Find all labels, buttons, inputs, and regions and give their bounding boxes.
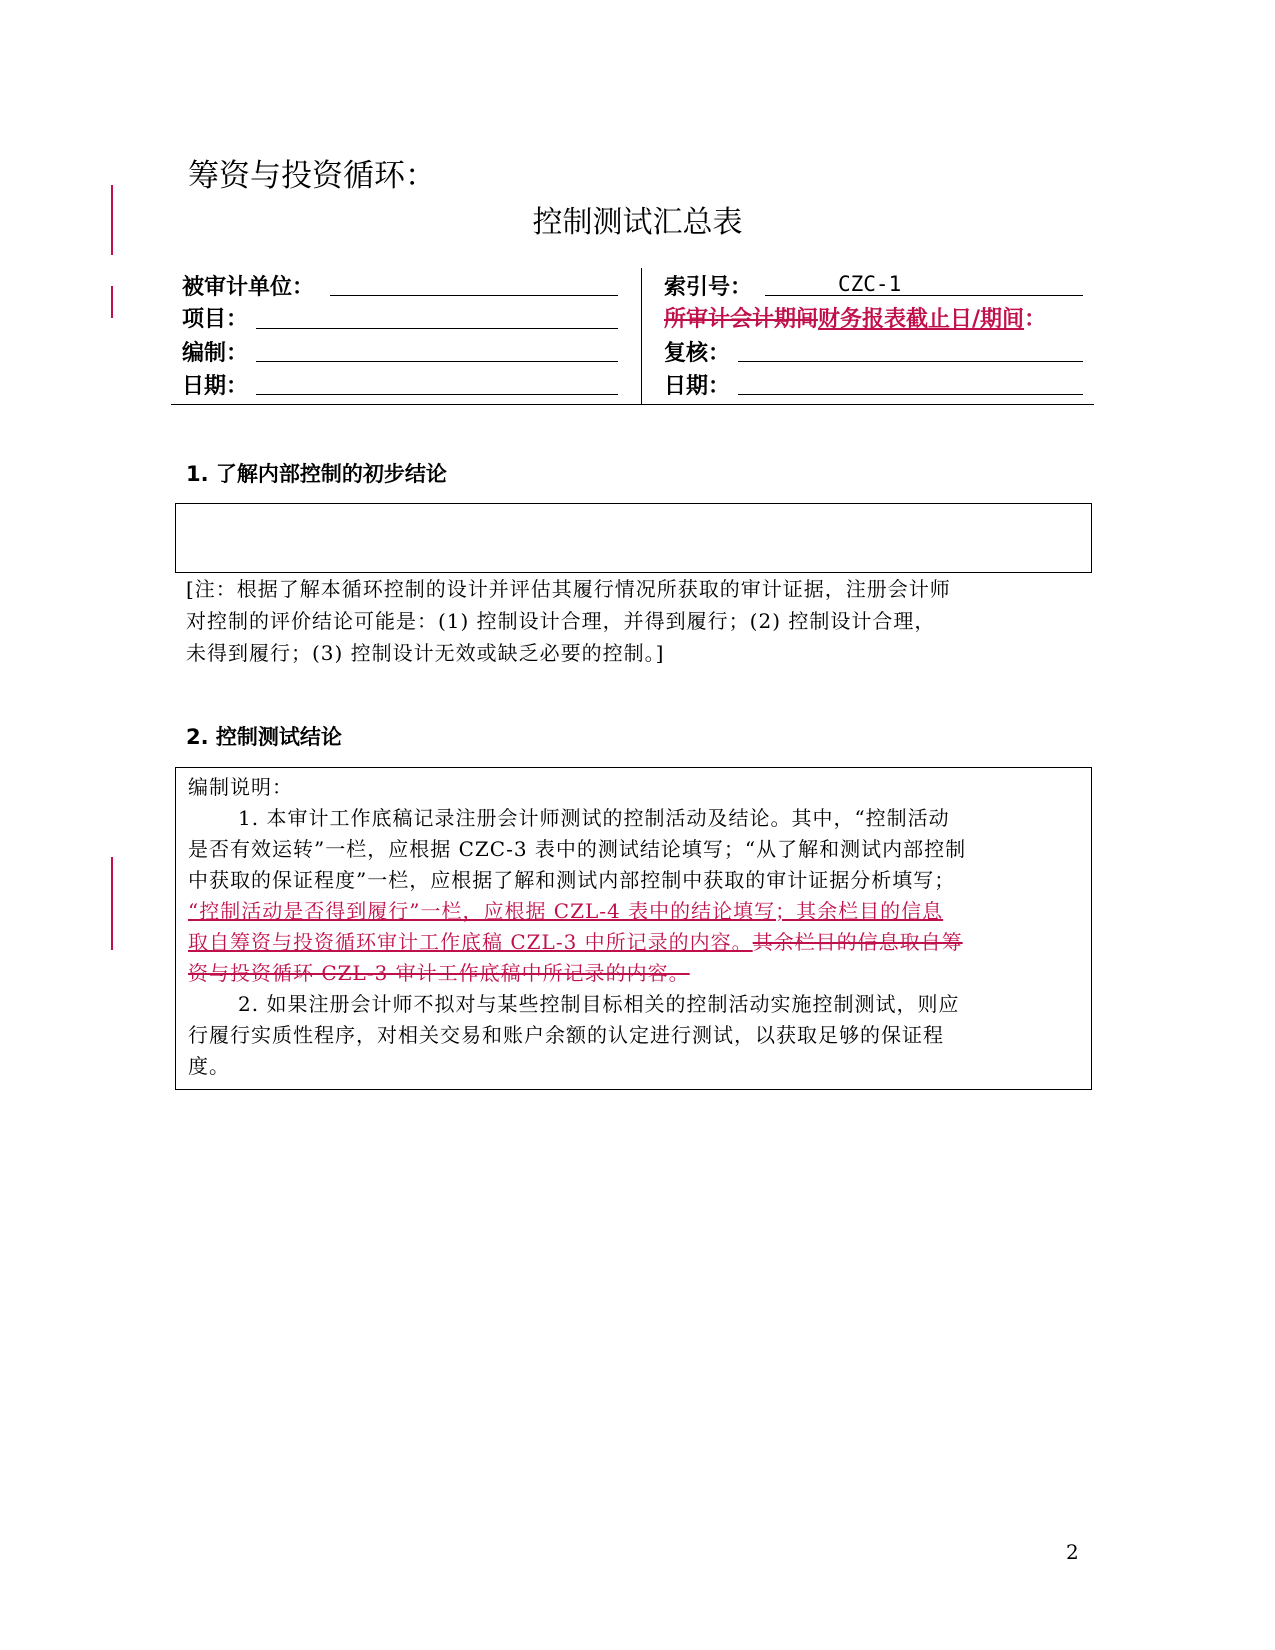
note-line: 未得到履行；(3) 控制设计无效或缺乏必要的控制。] [186,641,665,665]
section2-heading: 2. 控制测试结论 [186,725,342,749]
instruction-line: 度。 [188,1054,230,1078]
instructions-title: 编制说明： [188,775,293,799]
instruction-line: 行履行实质性程序，对相关交易和账户余额的认定进行测试，以获取足够的保证程 [188,1023,944,1047]
cycle-title: 筹资与投资循环： [188,158,436,194]
instruction-inserted-line: “控制活动是否得到履行”一栏，应根据 CZL-4 表中的结论填写；其余栏目的信息 [188,899,944,923]
review-label: 复核： [664,341,731,366]
index-field[interactable] [765,295,1083,296]
change-bar [111,857,113,950]
prepared-date-field[interactable] [256,394,618,395]
inserted-text: 取自筹资与投资循环审计工作底稿 CZL-3 中所记录的内容。 [188,930,753,954]
instructions-box [175,767,1092,1090]
period-inserted-text: 财务报表截止日/期间 [818,307,1025,332]
period-colon: ： [1024,307,1047,332]
deleted-text: 其余栏目的信息取自筹 [752,930,963,954]
prepared-by-label: 编制： [182,341,249,366]
auditee-field[interactable] [330,295,618,296]
review-field[interactable] [738,361,1083,362]
index-label: 索引号： [664,275,753,300]
index-value: CZC-1 [838,272,902,296]
note-line: [注：根据了解本循环控制的设计并评估其履行情况所获取的审计证据，注册会计师 [186,577,951,601]
page-number: 2 [1066,1540,1079,1564]
instruction-revision-line [188,927,1079,958]
preliminary-conclusion-box[interactable] [175,503,1092,573]
project-label: 项目： [182,307,249,332]
header-bottom-rule [171,404,1094,405]
instruction-line: 中获取的保证程度”一栏，应根据了解和测试内部控制中获取的审计证据分析填写； [188,868,956,892]
review-date-field[interactable] [738,394,1083,395]
prepared-date-label: 日期： [182,374,249,399]
note-line: 对控制的评价结论可能是：(1) 控制设计合理，并得到履行；(2) 控制设计合理， [186,609,936,633]
project-field[interactable] [256,328,618,329]
instruction-deleted-line: 资与投资循环 CZL-3 审计工作底稿中所记录的内容。 [188,961,690,985]
section1-heading: 1. 了解内部控制的初步结论 [186,462,447,486]
instruction-line: 是否有效运转”一栏，应根据 CZC-3 表中的测试结论填写；“从了解和测试内部控制 [188,837,967,861]
prepared-by-field[interactable] [256,361,618,362]
instruction-line: 2. 如果注册会计师不拟对与某些控制目标相关的控制活动实施控制测试，则应 [238,992,960,1016]
auditee-label: 被审计单位： [182,275,315,300]
change-bar [111,286,113,318]
form-title: 控制测试汇总表 [532,205,743,240]
instruction-line: 1. 本审计工作底稿记录注册会计师测试的控制活动及结论。其中，“控制活动 [238,806,950,830]
header-divider [641,268,642,404]
period-label [664,302,1046,333]
section1-note [186,573,951,669]
period-deleted-text: 所审计会计期间 [664,307,819,332]
review-date-label: 日期： [664,374,731,399]
